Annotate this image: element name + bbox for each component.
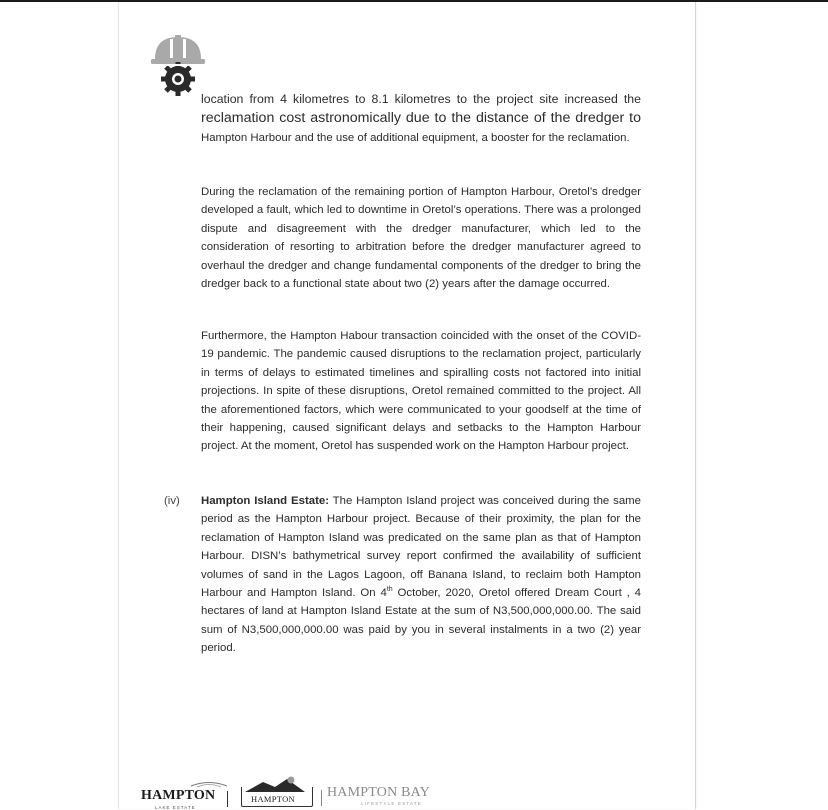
list-item-hampton-island bbox=[201, 492, 641, 658]
paragraph-dredger-fault: During the reclamation of the remaining portion of Hampton Harbour, Oretol’s dredger developed a fault, which led to downtime in Oretol’s operations. There was a prolonged dispute and disagreement with the dredger manufacturer, which led to the consideration of resorting to arbitration before the dredger manufacturer agreed to overhaul the dredger and change fundamental components of the dredger to bring the dredger back to a functional state about two (2) years after the damage occurred. bbox=[201, 186, 641, 291]
date-suffix: th bbox=[386, 586, 393, 594]
brand-1-mark bbox=[189, 780, 229, 788]
paragraph-text: Hampton Harbour and the use of additional equipment, a booster for the reclamation. bbox=[201, 131, 630, 144]
paragraph-line: reclamation cost astronomically due to the distance of the dredger to bbox=[201, 110, 641, 127]
paragraph-line: location from 4 kilometres to 8.1 kilometres to the project site increased the bbox=[201, 92, 641, 106]
footer-divider bbox=[227, 791, 228, 807]
footer-brands bbox=[141, 778, 441, 808]
brand-1-name: HAMPTON bbox=[141, 788, 216, 803]
list-item-text: October, 2020, Oretol offered Dream Court , 4 hectares of land at Hampton Island Estate at the sum of N3,500,000,000.00. The said sum of N3,500,000,000.00 was paid by you in several instalments in a two (2) year period. bbox=[201, 587, 641, 655]
paragraph-covid: Furthermore, the Hampton Habour transaction coincided with the onset of the COVID-19 pandemic. The pandemic caused disruptions to the reclamation project, particularly in terms of delays to estimated timelines and spiralling costs not factored into initial projections. In spite of these disruptions, Oretol remained committed to the project. All the aforementioned factors, which were communicated to your goodself at the time of their happening, caused significant delays and setbacks to the Hampton Harbour project. At the moment, Oretol has suspended work on the Hampton Harbour project. bbox=[201, 330, 641, 453]
document-page bbox=[118, 2, 696, 809]
list-item-text: The Hampton Island project was conceived during the same period as the Hampton Harbour project. Because of their proximity, the plan for the reclamation of Hampton Island was predicated on the same plan as that of Hampton Harbour. DISN’s bathymetrical survey report confirmed the availability of sufficient volumes of sand in the Lagos Lagoon, off Banana Island, to reclaim both Hampton Harbour and Hampton Island. On bbox=[201, 495, 641, 600]
list-item-heading: Hampton Island Estate: bbox=[201, 495, 329, 507]
paragraph-distance-cost bbox=[201, 90, 641, 147]
brand-3-name: HAMPTON BAY bbox=[327, 785, 430, 800]
date-day: 4 bbox=[380, 587, 387, 600]
brand-2-name: HAMPTON bbox=[251, 794, 295, 804]
hardhat-gear-icon bbox=[149, 29, 207, 99]
brand-1-subtitle: LAKE ESTATE bbox=[155, 805, 196, 810]
brand-2-mark bbox=[245, 776, 305, 794]
list-numeral: (iv) bbox=[164, 495, 180, 507]
footer-divider bbox=[321, 790, 322, 806]
brand-3-subtitle: LIFESTYLE ESTATE bbox=[361, 801, 423, 806]
